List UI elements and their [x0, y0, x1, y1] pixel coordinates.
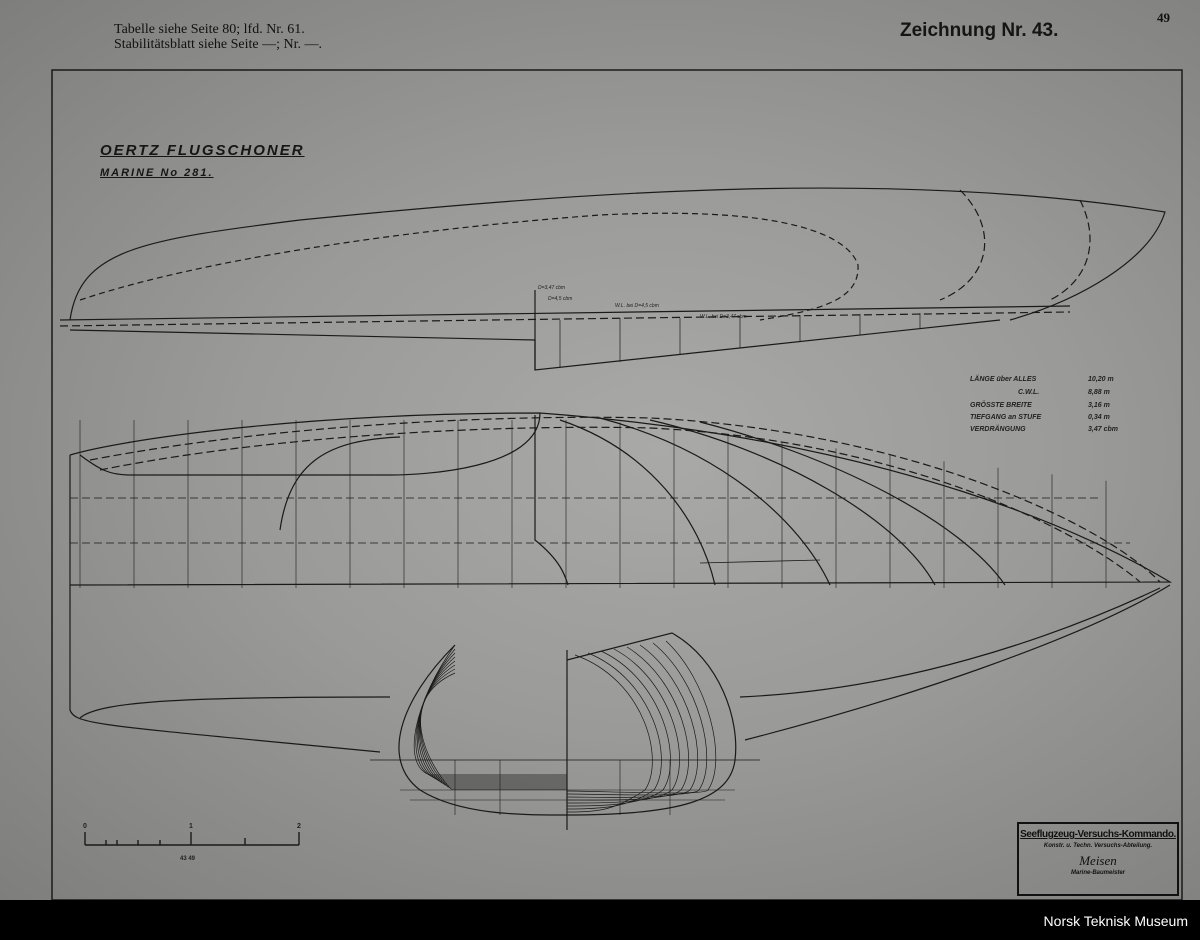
body-plan [370, 633, 760, 830]
drawing-number: Zeichnung Nr. 43. [900, 20, 1059, 41]
scale-caption: 43 49 [180, 856, 196, 862]
footer-bar [0, 900, 1200, 940]
scale-tick-label: 2 [297, 823, 301, 830]
spec-value: 0,34 m [1088, 414, 1110, 421]
scale-tick-label: 0 [83, 823, 87, 830]
page-number: 49 [1157, 10, 1170, 25]
section-curve [567, 647, 689, 800]
stamp-department: Konstr. u. Techn. Versuchs-Abteilung. [1043, 843, 1153, 849]
table-reference: Tabelle siehe Seite 80; lfd. Nr. 61. [114, 22, 305, 37]
spec-value: 10,20 m [1088, 376, 1114, 383]
spec-row [970, 402, 1160, 409]
spec-value: 8,88 m [1088, 389, 1110, 396]
spec-label: LÄNGE über ALLES [970, 376, 1037, 383]
displacement-label-2: D=4,5 cbm [548, 296, 573, 302]
spec-row [970, 426, 1160, 433]
waterline-label-2: W.L. bei D=3,47 cbm [700, 314, 747, 320]
section-curve [420, 669, 567, 787]
spec-row [970, 414, 1160, 421]
section-curve [567, 643, 707, 795]
section-curve [420, 665, 567, 785]
spec-label: VERDRÄNGUNG [970, 426, 1026, 433]
spec-value: 3,16 m [1088, 402, 1110, 409]
section-curve [418, 657, 567, 781]
stability-reference: Stabilitätsblatt siehe Seite —; Nr. —. [114, 37, 323, 52]
spec-label: TIEFGANG an STUFE [970, 414, 1042, 421]
spec-row [970, 389, 1160, 396]
stamp-role: Marine-Baumeister [1070, 870, 1126, 876]
section-curve [567, 651, 670, 806]
section-curve [421, 673, 567, 789]
spec-value: 3,47 cbm [1088, 426, 1118, 433]
spec-row [970, 376, 1160, 383]
displacement-label-1: D=3,47 cbm [538, 285, 566, 291]
marine-number: MARINE No 281. [100, 167, 214, 179]
spec-label: C.W.L. [1018, 389, 1040, 396]
section-curve [419, 661, 567, 783]
section-curve [567, 641, 716, 793]
waterline-label-1: W.L. bei D=4,5 cbm [615, 303, 659, 309]
stamp-signature: Meisen [1079, 853, 1117, 868]
profile-view [60, 188, 1165, 370]
office-stamp [1017, 822, 1179, 896]
scale-bar [85, 832, 299, 845]
spec-label: GRÖSSTE BREITE [970, 402, 1032, 409]
stamp-organization: Seeflugzeug-Versuchs-Kommando. [1020, 829, 1176, 840]
museum-credit: Norsk Teknisk Museum [1043, 913, 1188, 929]
drawing-title: OERTZ FLUGSCHONER [100, 142, 305, 159]
section-curve [567, 649, 680, 803]
section-curve [416, 649, 567, 777]
plan-view [70, 413, 1170, 752]
section-curve [567, 655, 652, 812]
scale-tick-label: 1 [189, 823, 193, 830]
